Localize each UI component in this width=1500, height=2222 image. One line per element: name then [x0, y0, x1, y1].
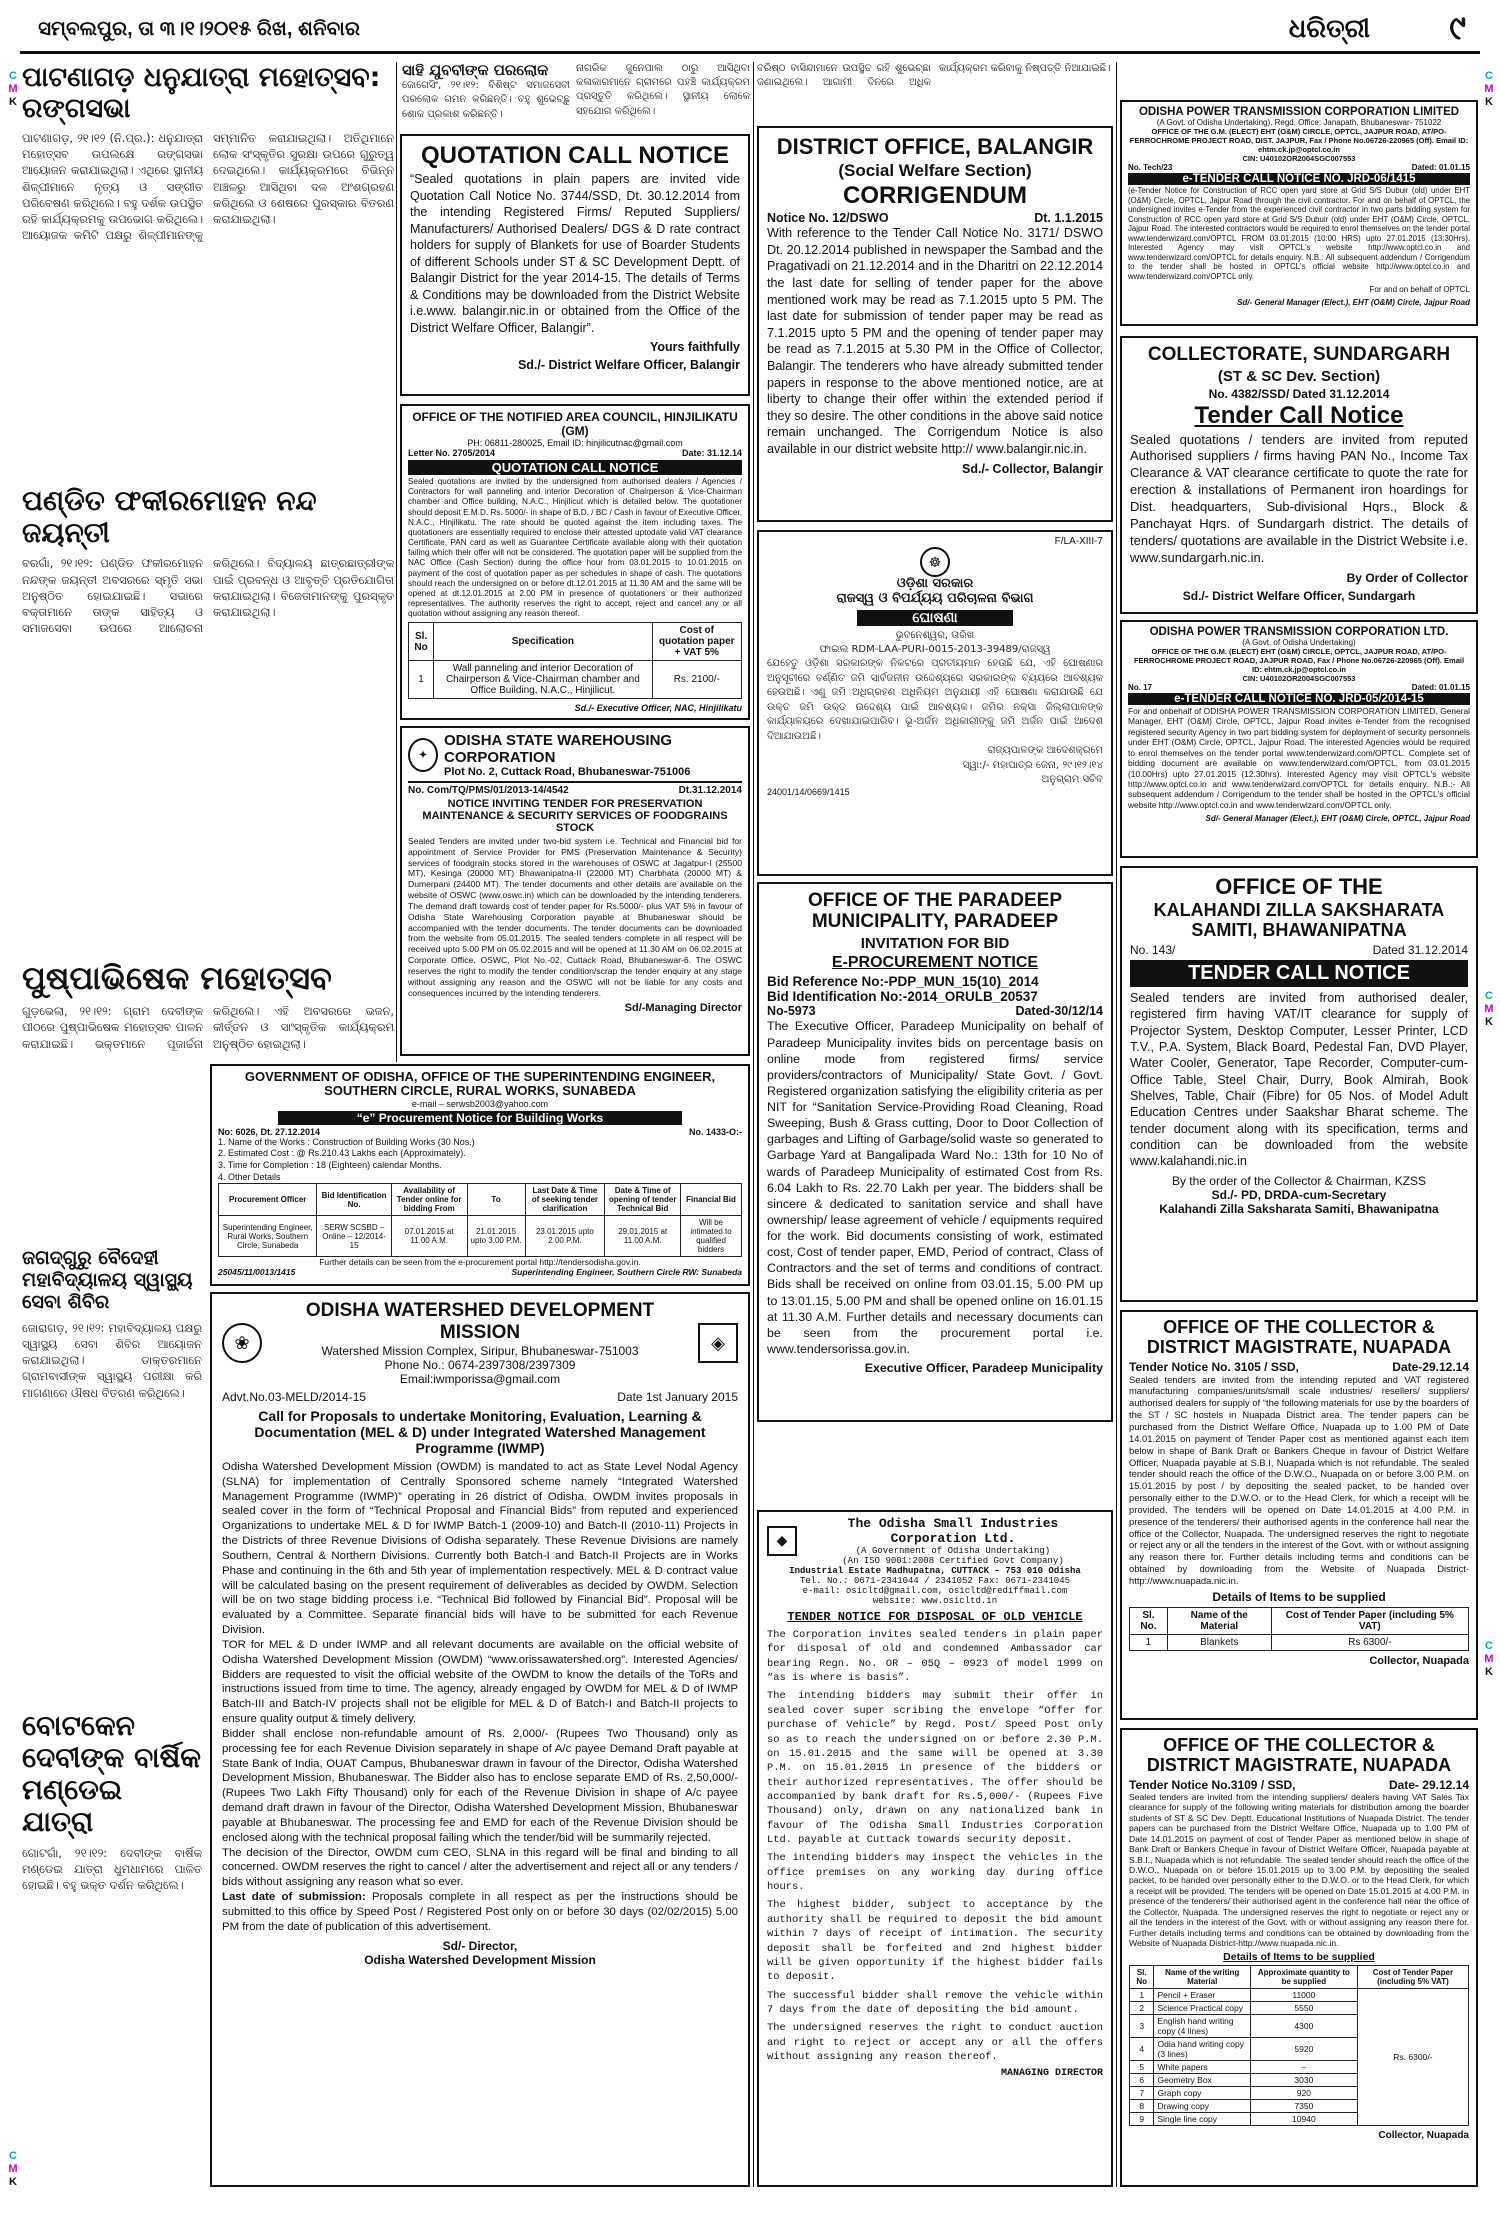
- item: 4. Other Details: [218, 1171, 281, 1182]
- ad-signature: Sd./- District Welfare Officer, Balangir: [517, 358, 740, 373]
- article-brief-2: ନାଗରିକ ଜୁନେପାଲ ଠାରୁ ଆସିଥିବା କଳାକାରମାନେ ଗ୍ରାମରେ ପହଞ୍ଚି କାର୍ଯ୍ୟକ୍ରମ ପ୍ରସ୍ତୁତି କରିଥିଲେ। ସ୍ଥାନୀୟ ଲୋକେ ସହଯୋଗ କରିଥିଲେ।: [576, 63, 750, 117]
- ad-owdm: [210, 1292, 750, 2187]
- ad-place: ଭୁବନେଶ୍ୱର, ତାରିଖ: [895, 629, 975, 641]
- cell: 11000: [1250, 1988, 1357, 2001]
- col: Sl. No.: [1130, 1607, 1168, 1634]
- oswc-logo-icon: ✦: [408, 738, 438, 772]
- ad-heading: Call for Proposals to undertake Monitoring, Evaluation, Learning & Documentation (MEL & D) under Integrated Watershed Management Programme (IWMP): [254, 1408, 706, 1456]
- ad-last-date: Proposals complete in all respect as per the instructions should be submitted to this office by Speed Post / Registered Post only on or before 30 days (02/02/2015) 5.00 PM from the date of publication of this advertisement.: [222, 1891, 738, 1933]
- ad-signature: Sd/- General Manager (Elect.), EHT (O&M) Circle, OPTCL, Jajpur Road: [1205, 814, 1470, 824]
- cell: Pencil + Eraser: [1154, 1988, 1250, 2001]
- ad-title: ODISHA POWER TRANSMISSION CORPORATION LTD.: [1149, 626, 1449, 638]
- headline-pushpabhishek: ପୁଷ୍ପାଭିଷେକ ମହୋତ୍ସବ: [22, 959, 332, 998]
- osic-logo-icon: ◆: [767, 1526, 797, 1556]
- col-spec: Specification: [434, 623, 652, 661]
- ad-date: Dated 31.12.2014: [1372, 942, 1468, 957]
- ad-ref: No. 1433-O:-: [688, 1126, 742, 1137]
- cell: 2: [1130, 2001, 1154, 2014]
- ad-address: Industrial Estate Madhupatna, CUTTACK – 753 010 Odisha: [789, 1566, 1081, 1576]
- iwmp-logo-icon: ◈: [698, 1323, 738, 1363]
- ad-bid-ident: Bid Identification No:-2014_ORULB_20537: [767, 989, 1038, 1005]
- cell: Wall panneling and interior Decoration of Chairperson & Vice-Chairman chamber and Office Building, N.A.C., Hinjilicut.: [434, 661, 652, 699]
- ad-para-3: Bidder shall enclose non-refundable amount of Rs. 2,000/- (Rupees Two Thousand) only as processing fee for each Revenue Division separately in shape of A/c payee Demand Draft payable at State Bank of India, OUAT Campus, Bhubaneswar drawn in favour of the Director, Odisha Watershed Development Mission, Bhubaneswar. The Bidder also has to enclose separate EMD of Rs. 2,50,000/- (Rupees Two Lakh Fifty Thousand) only for each of the Revenue Division in shape of A/c payee demand draft drawn in favour of the Director, Odisha Watershed Development Mission, Bhubaneswar payable at Bhubaneswar. The processing fee and EMD for each of the Revenue Division should be enclosed along with the technical proposal failing which the tender/bid will be summarily rejected.: [222, 1727, 738, 1844]
- cell: SERW SCSBD – Online – 12/2014-15: [317, 1216, 391, 1257]
- ad-last-date-label: Last date of submission:: [222, 1891, 366, 1904]
- ad-signature: Sd./- Executive Officer, NAC, Hinjilikatu: [574, 703, 742, 714]
- ad-rural-works: [210, 1064, 750, 1286]
- cell: English hand writing copy (4 lines): [1154, 2014, 1250, 2037]
- cell: 8: [1130, 2099, 1154, 2112]
- odia-brief-column-3: [757, 62, 1113, 124]
- ad-kalahandi-saksharata: [1120, 866, 1478, 1302]
- ad-body: ଯେହେତୁ ଓଡ଼ିଶା ସରକାରଙ୍କ ନିକଟରେ ପ୍ରତୀୟମାନ ହେଉଛି ଯେ, ଏହି ଘୋଷଣାର ଅନୁସୂଚୀରେ ବର୍ଣ୍ଣିତ ଜମି ସାର୍ବଜନୀନ ଉଦ୍ଦେଶ୍ୟରେ ସରକାରଙ୍କ ବ୍ୟୟରେ ଆବଶ୍ୟକ ହେଉଅଛି। ଏଣୁ ଜମି ଅଧିଗ୍ରହଣ ଅଧିନିୟମ ଅନୁଯାୟୀ ଏହି ଘୋଷଣା କରାଯାଉଛି ଯେ ଉକ୍ତ ଜମି ଉକ୍ତ ଉଦ୍ଦେଶ୍ୟ ପାଇଁ ଆବଶ୍ୟକ। ଜମିର ନକ୍ସା ଜିଲ୍ଲାପାଳଙ୍କ କାର୍ଯ୍ୟାଳୟରେ ଦେଖାଯାଇପାରିବ। ଭୂ-ଅର୍ଜନ ଅଧିକାରୀଙ୍କୁ ଜମି ଅର୍ଜନ ପାଇଁ ଆଦେଶ ଦିଆଯାଉଅଛି।: [767, 658, 1103, 742]
- ad-para-2: TOR for MEL & D under IWMP and all relevant documents are available on the official website of Odisha Watershed Development Mission (OWDM) “www.orissawatershed.org”. Interested Agencies/ Bidders are requested to visit the official website of the OWDM to know the details of the ToRs and instructions issued from time to time. The agency, already engaged by OWDM for MEL & D of IWMP Batch-III and Batch-IV projects shall not be eligible for MEL & D of Batch-I and Batch-II projects to ensure quality output & timely delivery.: [222, 1638, 738, 1726]
- cell: Odia hand writing copy (3 lines): [1154, 2037, 1250, 2060]
- ad-subtitle: (A Govt. of Odisha Undertaking): [1242, 638, 1356, 647]
- ad-body: Sealed quotations / tenders are invited from reputed Authorised suppliers / firms having PAN No., Income Tax Clearance & VAT clearance certificate to quote the rate for erection & installations of Permanent iron hoardings for Dist. headquarters, Sub-divisional Hqrs., Block & Panchayat Hqrs. of Sundargarh district. The details of tenders/ quotations are available in the District Website i.e. www.sundargarh.nic.in.: [1130, 431, 1468, 565]
- article-pushpabhishek: ଗୁଡ଼ଭେଲା, ୨୧।୧୨: ଗ୍ରାମ ଦେବୀଙ୍କ ପୀଠରେ ପୁଷ୍ପାଭିଷେକ ମହୋତ୍ସବ ପାଳନ କରାଯାଇଛି। ଭକ୍ତମାନେ ପୂଜାର୍ଚ୍ଚନା କରିଥିଲେ। ଏହି ଅବସରରେ ଭଜନ, କୀର୍ତ୍ତନ ଓ ସାଂସ୍କୃତିକ କାର୍ଯ୍ୟକ୍ରମ ଅନୁଷ୍ଠିତ ହୋଇଥିଲା।: [22, 1004, 394, 1051]
- ad-no: Tender Notice No.3109 / SSD,: [1129, 1777, 1296, 1792]
- cell: 1: [1130, 1634, 1168, 1650]
- ad-banner: e-TENDER CALL NOTICE NO. JRD-06/1415: [1128, 173, 1470, 185]
- ad-no: Tender Notice No. 3105 / SSD,: [1129, 1359, 1299, 1374]
- ad-signature: Executive Officer, Paradeep Municipality: [864, 1361, 1103, 1376]
- ad-govt: ଓଡ଼ିଶା ସରକାର: [896, 576, 974, 591]
- ad-no: No. Tech/23: [1128, 163, 1173, 172]
- ad-office: OFFICE OF THE G.M. (ELECT) EHT (O&M) CIRCLE, OPTCL, JAJPUR ROAD, AT/PO- FERROCHROME PROJECT ROAD, JAJPUR ROAD, Fax / Phone No.06726-220965 (Off). Email ID: ehtm.ck.jp@optcl.co.in: [1133, 647, 1465, 674]
- headline-fakirmohan: ପଣ୍ଡିତ ଫକୀରମୋହନ ନନ୍ଦ ଜୟନ୍ତୀ: [22, 484, 317, 550]
- ad-phone: Phone No.: 0674-2397308/2397309: [384, 1358, 576, 1372]
- ad-advt-no: Advt.No.03-MELD/2014-15: [222, 1390, 367, 1404]
- ad-subtitle: (A Govt. of Odisha Undertaking), Regd. Office: Janapath, Bhubaneswar- 751022: [1156, 118, 1442, 127]
- cell-cost: Rs. 6300/-: [1357, 1988, 1468, 2125]
- ad-email: Email:iwmporissa@gmail.com: [399, 1372, 561, 1386]
- ad-office: OFFICE OF THE G.M. (ELECT) EHT (O&M) CIRCLE, OPTCL, JAJPUR ROAD, AT/PO- FERROCHROME PROJECT ROAD, DIST. JAJPUR, Fax / Phone No.06726-220965 (Off). Email ID: ehtm.ck.jp@optcl.co.in: [1129, 127, 1469, 154]
- ad-no: No. Com/TQ/PMS/01/2013-14/4542: [408, 785, 569, 796]
- ad-no: No. 143/: [1130, 942, 1176, 957]
- ad-title: ODISHA STATE WAREHOUSING CORPORATION: [444, 732, 673, 766]
- headline-dhanuyatra: ପାଟଣାଗଡ଼ ଧନୁଯାତ୍ରା ମହୋତ୍ସବ: ରଙ୍ଗସଭା: [22, 62, 381, 125]
- ad-signature: Collector, Nuapada: [1378, 2129, 1469, 2141]
- item: 2. Estimated Cost : @ Rs.210.43 Lakhs each (Approximately).: [218, 1148, 466, 1159]
- owdm-logo-icon: ❀: [222, 1323, 262, 1363]
- ad-cin: CIN: U40102OR2004SGC007553: [1242, 154, 1356, 163]
- ad-title: OFFICE OF THE COLLECTOR & DISTRICT MAGISTRATE, NUAPADA: [1146, 1735, 1452, 1775]
- ad-banner: E-PROCUREMENT NOTICE: [831, 954, 1039, 972]
- ad-signature: Sd./- District Welfare Officer, Sundargarh: [1182, 588, 1416, 603]
- cell: 5920: [1250, 2037, 1357, 2060]
- ad-table: [1129, 1965, 1469, 2126]
- ad-email: e-mail: osicltd@gmail.com, osicltd@rediffmail.com: [802, 1586, 1068, 1596]
- ad-subtitle: (ST & SC Dev. Section): [1217, 367, 1381, 385]
- col: Name of the writing Material: [1154, 1965, 1250, 1988]
- ad-signature: Sd./- Collector, Balangir: [962, 461, 1103, 476]
- ad-subtitle: (Social Welfare Section): [838, 161, 1032, 181]
- ad-signature-2: Kalahandi Zilla Saksharata Samiti, Bhawanipatna: [1159, 1201, 1439, 1216]
- cell: 7350: [1250, 2099, 1357, 2112]
- cell: Blankets: [1167, 1634, 1271, 1650]
- page-header: [20, 8, 1480, 54]
- ad-body: “Sealed quotations in plain papers are invited vide Quotation Call Notice No. 3744/SSD, Dt. 30.12.2014 from the intending Registered Firms/ Reputed Suppliers/ Manufacturers/ Authorised Dealers/ DGS & D rate contract holders for supply of Blankets for use of Boarder Students of different Schools under ST & SC Development Deptt. of Balangir District for the year 2014-15. The details of Terms & Conditions may be downloaded from the District Website i.e.www. balangir.nic.in or obtained from the Office of the District Welfare Officer, Balangir”.: [410, 172, 740, 335]
- ad-nuapada-3109: [1120, 1728, 1478, 2187]
- ad-para-3: The intending bidders may inspect the vehicles in the office premises on any working day during office hours.: [767, 1852, 1103, 1894]
- cell: 9: [1130, 2112, 1154, 2125]
- ad-signature: Sd/-Managing Director: [624, 1002, 742, 1015]
- ad-no: No. 4382/SSD/ Dated 31.12.2014: [1208, 387, 1390, 402]
- cell: 920: [1250, 2086, 1357, 2099]
- ad-body: Sealed Tenders are invited under two-bid system i.e. Technical and Financial bid for appointment of Service Provider for PMS (Preservation Maintenance & Security) services of foodgrain stocks stored in the warehouses of OSWC at Jagatpur-I (25500 MT), Kesinga (20000 MT) Bhawanipatna-II (22000 MT) Charbhata (20000 MT) & Dumerpani (24400 MT). The tender documents and other details are available on the website of OSWC (www.oswc.in) which can be downloaded by the intending tenderers. The demand draft towards cost of tender paper for Rs.5000/- plus VAT 5% in favour of Odisha State Warehousing Corporation payable at Bhubaneswar should be accompanied with the tender documents. The tender documents can be downloaded from the website from 05.01.2015. The sealed tenders complete in all respect will be received upto 5.00 PM on 05.02.2015 and will be opened at 11.30 AM on 06.02.2015 at Corporate Office, OSWC, Plot No.-02, Cuttack Road, Bhubaneswar-6. The OSWC reserves the right to modify the tender condition/scrap the tender enquiry at any stage without assigning any reason and the OSWC will not be liable for any costs and consequences incurred by the intending tenderers.: [408, 836, 742, 998]
- cell: 3030: [1250, 2073, 1357, 2086]
- ad-file: ଫାଇଲ RDM-LAA-PURI-0015-2013-39489/ରାଜସ୍ୱ: [819, 644, 1051, 656]
- govt-emblem-icon: ☸: [920, 547, 950, 577]
- ad-para-4: The highest bidder, subject to acceptance by the authority shall be required to deposit the bid amount within 7 days of receipt of intimation. The security deposit shall be forfeited and 2nd highest bidder will be given opportunity if the highest bidder fails to deposit.: [767, 1899, 1103, 1984]
- ad-title-2: KALAHANDI ZILLA SAKSHARATA SAMITI, BHAWANIPATNA: [1153, 900, 1445, 940]
- article-mandei-yatra: ଗୋଟଗାଁ, ୨୧।୧୨: ଦେବୀଙ୍କ ବାର୍ଷିକ ମଣ୍ଡେଇ ଯାତ୍ରା ଧୁମଧାମରେ ପାଳିତ ହୋଇଛି। ବହୁ ଭକ୍ତ ଦର୍ଶନ କରିଥିଲେ।: [22, 1845, 202, 1892]
- cell: Rs 6300/-: [1271, 1634, 1468, 1650]
- ad-para-5: The successful bidder shall remove the vehicle within 7 days from the date of depositing the bid amount.: [767, 1989, 1103, 2016]
- col: Financial Bid: [681, 1184, 742, 1216]
- ad-banner: QUOTATION CALL NOTICE: [408, 460, 742, 475]
- ad-letter-no: Letter No. 2705/2014: [408, 448, 496, 458]
- ad-title: GOVERNMENT OF ODISHA, OFFICE OF THE SUPERINTENDING ENGINEER, SOUTHERN CIRCLE, RURAL WORKS, SUNABEDA: [244, 1069, 716, 1099]
- ad-signature-1: ରାଜ୍ୟପାଳଙ୍କ ଆଦେଶକ୍ରମେ: [987, 745, 1103, 757]
- ad-title: COLLECTORATE, SUNDARGARH: [1147, 344, 1451, 365]
- col: Procurement Officer: [219, 1184, 317, 1216]
- ad-optcl-jrd05: [1120, 620, 1478, 858]
- ad-signature: Superintending Engineer, Southern Circle RW: Sunabeda: [511, 1267, 742, 1278]
- ad-table-title: Details of Items to be supplied: [1212, 1589, 1386, 1604]
- issue-date: ସମ୍ବଲପୁର, ତା ୩।୧।୨୦୧୫ ରିଖ, ଶନିବାର: [38, 18, 361, 40]
- ad-contact: Tel. No.: 0671-2341044 / 2341052 Fax: 0671-2341045: [799, 1576, 1071, 1586]
- ad-body: Sealed tenders are invited from the intending suppliers/ dealers having VAT Sales Tax clearance for supply of the following writing materials for distribution among the boarder students of ST & SC Dev. Deptt. Educational Institutions of Nuapada District. The tender papers can be purchased from the District Welfare Office, Nuapada up to 1.00 PM of Date 14.01.2015 on payment of cost of Tender Paper as mentioned below in shape of Bank Draft or Bankers Cheque in favour of District Welfare Officer, Nuapada payable at S.B.I., Nuapada which is not refundable. The sealed tender should reach the office of the D.W.O., Nuapada on or before 15.01.2015 up to 3.00 P.M. by depositing the sealed packet, to be handed over personally either to the D.W.O. or to the Head Clerk, for which a receipt will be provided. The tenders will be opened on Date 15.01.2015 at 4.00 P.M. in presence of the tenderers/ their authorised agent in the conference hall near the office of the Collector, Nuapada. The undersigned reserves the right to negotiate or reject any or all the tenders in the interest of the Govt. with or without assigning any reason there for. Further details including terms and conditions can be obtained by downloading from the Website of Nuapada District-http://www.nuapada.nic.in.: [1129, 1791, 1469, 1949]
- ad-title-1: OFFICE OF THE: [1215, 874, 1383, 899]
- ad-note: Further details can be seen from the e-procurement portal http://tendersodisha.gov.in.: [319, 1257, 641, 1268]
- print-color-bar: [0, 2192, 1500, 2222]
- ad-no: No. 17: [1128, 683, 1153, 692]
- cell: Graph copy: [1154, 2086, 1250, 2099]
- ad-signature: MANAGING DIRECTOR: [1000, 2068, 1103, 2080]
- registration-mark-right-lower: C M K: [1484, 1640, 1494, 1678]
- ad-sub-1: (A Government of Odisha Undertaking): [855, 1546, 1051, 1556]
- registration-mark-left-bottom: C M K: [8, 2150, 18, 2188]
- ad-dept: ରାଜସ୍ୱ ଓ ବିପର୍ଯ୍ୟୟ ପରିଚାଳନା ବିଭାଗ: [836, 590, 1034, 606]
- ad-banner: Tender Call Notice: [1194, 402, 1404, 430]
- ad-banner: CORRIGENDUM: [843, 181, 1027, 209]
- ad-date: Date-29.12.14: [1392, 1359, 1469, 1374]
- ad-balangir-corrigendum: [757, 126, 1113, 522]
- ad-signature-1: Sd/- Director,: [442, 1938, 518, 1953]
- cell: 4: [1130, 2037, 1154, 2060]
- col: Name of the Material: [1167, 1607, 1271, 1634]
- cell: 6: [1130, 2073, 1154, 2086]
- ad-code: 25045/11/0013/1415: [218, 1267, 296, 1278]
- ad-title: ODISHA POWER TRANSMISSION CORPORATION LIMITED: [1138, 106, 1460, 118]
- ad-date: Dt. 1.1.2015: [1034, 211, 1103, 226]
- cell: Single line copy: [1154, 2112, 1250, 2125]
- ad-optcl-jrd06: [1120, 100, 1478, 326]
- cell: Science Practical copy: [1154, 2001, 1250, 2014]
- ad-sundargarh: [1120, 336, 1478, 614]
- col: Date & Time of opening of tender Technical Bid: [605, 1184, 681, 1216]
- ad-contact: PH: 06811-280025, Email ID: hinjilicutnac@gmail.com: [467, 438, 683, 448]
- col: Last Date & Time of seeking tender clarification: [525, 1184, 605, 1216]
- ad-signature-2: ସ୍ୱା:/- ମହାପାତ୍ର ଜେନା, ୨୯।୧୨।୧୪: [962, 759, 1103, 771]
- ad-code-2: 24001/14/0669/1415: [767, 786, 850, 797]
- ad-address: Plot No. 2, Cuttack Road, Bhubaneswar-751006: [444, 766, 691, 778]
- cell: 1: [409, 661, 434, 699]
- ad-banner: ଘୋଷଣା: [857, 610, 1013, 626]
- ad-para-2: The intending bidders may submit their offer in sealed cover super scribing the envelope “Offer for purchase of Vehicle” by Regd. Post/ Speed Post only so as to reach the undersigned on or before 2.30 P.M. on 15.01.2015 and the same will be opened at 3.30 P.M. on 15.01.2015 in presence of the bidders or their authorized representatives. The offer should be accompanied by bank draft for Rs.5,000/- (Rupees Five Thousand) only, drawn on any nationalized bank in favour of The Odisha Small Industries Corporation Ltd. payable at Cuttack towards security deposit.: [767, 1690, 1103, 1847]
- cell: 1: [1130, 1988, 1154, 2001]
- ad-signature: Sd/- General Manager (Elect.), EHT (O&M) Circle, Jajpur Road: [1237, 298, 1470, 307]
- headline-health-camp: ଜଗଦ୍ଗୁରୁ ବୈଦେହୀ ମହାବିଦ୍ୟାଳୟ ସ୍ୱାସ୍ଥ୍ୟ ସେବା ଶିବିର: [22, 1247, 193, 1313]
- ad-body: (e-Tender Notice for Construction of RCC open yard store at Grid S/S Dubuir (old) under EHT (O&M) Circle, OPTCL, Jajpur Road through the civil contractor. For and on behalf of OPTCL, the undersigned invites e-Tender from the experienced civil contractor in two parts bidding system for Construction of RCC open yard store at Grid S/S Dubuir (old) under EHT (O&M) Circle, OPTCL, Jajpur Road. The interested contractors would be required to enrol themselves on the tender portal www.tenderwizard.com/OPTCL FROM 03.01.2015 (10:00 HRS) upto 27.01.2015 (13:30Hrs). Interested Agency may visit OPTCL's website http://www.optcl.co.in and www.tenderwizard.com/OPTCL for details enquiry. N.B.: All subsequent addendum / Corrigendum to the tender shall be hosted in OPTCL's official website http://www.optcl.co.in and www.tenderwizard.com/OPTCL only.: [1128, 186, 1470, 281]
- article-obituary: ଜୋଗେସିଂ, ୨୧।୧୨: ବିଶିଷ୍ଟ ସମାଜସେବୀ ପରଲୋକ ଗମନ କରିଛନ୍ତି। ବହୁ ଶୁଭେଚ୍ଛୁ ଶୋକ ପ୍ରକାଶ କରିଛନ୍ତି।: [402, 80, 570, 120]
- ad-table-title: Details of Items to be supplied: [1223, 1950, 1375, 1963]
- col: Cost of Tender Paper (including 5% VAT): [1271, 1607, 1468, 1634]
- column-rule: [753, 62, 754, 2187]
- ad-title: The Odisha Small Industries Corporation Ltd.: [847, 1516, 1059, 1546]
- ad-para-1: The Corporation invites sealed tenders in plain paper for disposal of old and condemned Ambassador car bearing Regn. No. OR – 05Q – 0923 of model 1999 on “as is where is basis”.: [767, 1629, 1103, 1685]
- ad-signature-2: Odisha Watershed Development Mission: [364, 1952, 596, 1967]
- ad-date: Date: 31.12.14: [681, 448, 742, 458]
- column-rule: [1116, 62, 1117, 2187]
- cell: 23.01.2015 upto 2.00 P.M.: [525, 1216, 605, 1257]
- ad-title: OFFICE OF THE PARADEEP MUNICIPALITY, PARADEEP: [807, 890, 1063, 932]
- column-rule: [396, 62, 397, 1062]
- col: Cost of Tender Paper (including 5% VAT): [1357, 1965, 1468, 1988]
- cell: 5: [1130, 2060, 1154, 2073]
- cell: Geometry Box: [1154, 2073, 1250, 2086]
- page-number: ୯: [1449, 8, 1466, 48]
- ad-no: No: 6026, Dt. 27.12.2014: [218, 1126, 321, 1137]
- ad-para-1: Odisha Watershed Development Mission (OWDM) is mandated to act as State Level Nodal Agency (SLNA) for implementation of Centrally Sponsored scheme namely “Integrated Watershed Management Programme (IWMP)” operating in 26 district of Odisha. OWDM invites proposals in sealed cover in the form of “Technical Proposal and Financial Bids” from reputed and experienced Organizations to undertake MEL & D for IWMP Batch-1 (2009-10) and Batch-II (2010-11) Projects in the Districts of three Revenue Divisions of Odisha separately. These Revenue Divisions are namely Southern, Central & Northern Divisions. Currently both Batch-I and Batch-II Projects are in Works Phase and continuing in the 6th and 5th year of implementation respectively. MEL & D contract value will be calculated basing on the present requirement of deliverables as decided by OWDM. Selection will be on two stage bidding process i.e. “Technical Bid followed by Financial Bid”. Proposal will be evaluated by a Committee. Separate financial bids will have to be submitted for each Revenue Division.: [222, 1461, 738, 1637]
- col: Sl. No: [1130, 1965, 1154, 1988]
- ad-date: Date 1st January 2015: [617, 1390, 738, 1404]
- ad-odia-revenue-notice: [757, 530, 1113, 876]
- ad-quotation-balangir: [400, 134, 750, 396]
- item: 3. Time for Completion : 18 (Eighteen) calendar Months.: [218, 1159, 442, 1170]
- cell: 7: [1130, 2086, 1154, 2099]
- ad-code: F/LA-XIII-7: [1054, 536, 1103, 547]
- ad-paradeep-municipality: [757, 882, 1113, 1422]
- ad-no: No-5973: [767, 1004, 816, 1019]
- ad-body: Sealed quotations are invited by the undersigned from authorised dealers / Agencies / Contractors for wall panneling and interior Decoration of Chairperson & Vice-Chairman chamber and Office building, N.A.C., Hinjilicut which is detailed below. The quotationer should deposit E.M.D. Rs. 5000/- in shape of B.D. / BC / Cash in favour of Executive Officer, N.A.C., Hinjilikatu. The rate should be quoted against the item including taxes. The quotationers are essentially required to enclose their attested uptodate valid VAT clearance Certificate, PAN card as well as Guarantee Certificate available along with their quotation failing which their offer will not be considered. The quotation paper will be supplied from the NAC Office (Cash Section) during the office hour from 03.01.2015 to 10.01.2015 on payment of the cost of quotation paper as per schedules in shape of cash. The quotations should reach the undersigned on or before dt.12.01.2015 at 11.30 AM and the same will be opened at dt.12.01.2015 at 2.00 PM in presence of quotationers or their authorized representatives. The authority reserves the right to accept, reject and cancel any or all quotation without assigning any reason thereof.: [408, 477, 742, 619]
- cell: Drawing copy: [1154, 2099, 1250, 2112]
- ad-signature: Collector, Nuapada: [1369, 1654, 1469, 1667]
- col: Availability of Tender online for bidding From: [391, 1184, 467, 1216]
- cell: White papers: [1154, 2060, 1250, 2073]
- article-fakirmohan: ବରଗାଁ, ୨୧।୧୨: ପଣ୍ଡିତ ଫକୀରମୋହନ ନନ୍ଦଙ୍କ ଜୟନ୍ତୀ ଅବସରରେ ସ୍ମୃତି ସଭା ଅନୁଷ୍ଠିତ ହୋଇଯାଇଛି। ସଭାରେ ବକ୍ତାମାନେ ତାଙ୍କ ସାହିତ୍ୟ ଓ ସମାଜସେବା ଉପରେ ଆଲୋଚନା କରିଥିଲେ। ବିଦ୍ୟାଳୟ ଛାତ୍ରଛାତ୍ରୀଙ୍କ ପାଇଁ ପ୍ରବନ୍ଧ ଓ ଆବୃତ୍ତି ପ୍ରତିଯୋଗିତା କରାଯାଇଥିଲା। ବିଜେତାମାନଙ୍କୁ ପୁରସ୍କୃତ କରାଯାଇଥିଲା।: [22, 556, 394, 636]
- cell: 3: [1130, 2014, 1154, 2037]
- newspaper-title: ଧରିତ୍ରୀ: [1288, 14, 1370, 44]
- cell: 4300: [1250, 2014, 1357, 2037]
- col: Approximate quantity to be supplied: [1250, 1965, 1357, 1988]
- ad-table: [218, 1183, 742, 1257]
- cell: 07.01.2015 at 11.00 A.M.: [391, 1216, 467, 1257]
- col-sl: Sl. No: [409, 623, 434, 661]
- odia-brief-column: [402, 62, 570, 132]
- ad-body: The Executive Officer, Paradeep Municipality on behalf of Paradeep Municipality invites bids on percentage basis on online mode from registered firms/ service providers/contractors of Municipality/ State Govt. / Govt. Registered organization satisfying the eligibility criteria as per NIT for “Sanitation Service-Providing Road Cleaning, Road Sweeping, Bush & Grass cutting, Door to Door Collection of garbages and Lifting of Garbage/solid waste so generated to Garbage Yard at Bangalipada Ward No.: 13th for 10 No of wards of Paradeep Municipality of estimated Cost from Rs. 6.04 Lakh to Rs. 22.70 Lakh per year. The bidders shall be sincere & dedicated to sanitation service and shall have ownership/ lease agreement of vehicle / equipments required for the work. Bid documents consisting of work, estimated cost, Cost of tender paper, EMD, Period of contract, Class of Contractors and the set of terms and conditions of contract. Bids shall be received on online from 03.01.15, 5.00 PM up to 13.01.15, 5.00 PM and shall be opened online on 16.01.15 at 11.30 A.M. Further details and necessary documents can be seen from the procurement portal i.e. www.tendersorissa.gov.in.: [767, 1019, 1103, 1356]
- ad-items: [218, 1137, 742, 1184]
- ad-body: With reference to the Tender Call Notice No. 3171/ DSWO Dt. 20.12.2014 published in newspaper the Sambad and the Pragativadi on 21.12.2014 and in the Dharitri on 22.12.2014 the last date for selling of tender paper for the above mentioned work may be read as 7.1.2015 upto 5 PM. The last date for submission of tender paper may be read as 7.1.2015 upto 5 PM and the opening of tender paper may be read as 7.1.2015 at 5.30 PM in the Office of Collector, Balangir. The tenderers who have already submitted tender papers in response to the above mentioned notice, are at liberty to change their offer within the extended period if they so desire. The other conditions in the above said notice remain unchanged. The Corrigendum Notice is also available in our district website http:// www.balangir.nic.in.: [767, 226, 1103, 457]
- ad-nuapada-3105: [1120, 1310, 1478, 1720]
- ad-email: e-mail – serwsb2003@yahoo.com: [411, 1098, 549, 1109]
- ad-date: Date- 29.12.14: [1388, 1777, 1469, 1792]
- ad-banner: TENDER CALL NOTICE: [1130, 960, 1468, 987]
- cell: Rs. 2100/-: [652, 661, 741, 699]
- ad-sub-2: (An ISO 9001:2008 Certified Govt Company): [842, 1556, 1064, 1566]
- ad-date: Dated: 01.01.15: [1411, 683, 1470, 692]
- col: Bid Identification No.: [317, 1184, 391, 1216]
- ad-cin: CIN: U40102OR2004SGC007553: [1242, 674, 1356, 683]
- ad-address: Watershed Mission Complex, Siripur, Bhubaneswar-751003: [321, 1344, 639, 1358]
- ad-para-4: The decision of the Director, OWDM cum CEO, SLNA in this regard will be final and binding to all concerned. OWDM reserves the right to cancel / alter the advertisement and reject all or any tenders / bids without assigning any reason what so ever.: [222, 1846, 738, 1889]
- ad-order: By Order of Collector: [1346, 570, 1468, 585]
- ad-body: Sealed tenders are invited from authorised dealer, registered firm having VAT/IT clearance for supply of Projector System, Desktop Computer, Lesser Printer, LCD T.V., P.A. System, Black Board, Pedestal Fan, DVD Player, Water Cooler, Generator, Tape Recorder, Computer-cum-Office Table, Steel Chair, Durry, Book Almirah, Book Shelves, Table, Chair (Fibre) for 05 Nos. of Model Adult Education Centres under Saakshar Bharat scheme. The tender document along with its specification, terms and condition can be downloaded from the website www.kalahandi.nic.in: [1130, 990, 1468, 1169]
- ad-subtitle: INVITATION FOR BID: [860, 934, 1010, 952]
- ad-title: OFFICE OF THE COLLECTOR & DISTRICT MAGISTRATE, NUAPADA: [1146, 1317, 1452, 1357]
- ad-subtitle: NOTICE INVITING TENDER FOR PRESERVATION MAINTENANCE & SECURITY SERVICES OF FOODGRAINS STOCK: [422, 798, 728, 834]
- ad-body: Sealed tenders are invited from the intending reputed and VAT registered manufacturing companies/units/small scale industries/ resellers/ suppliers/ authorised dealers for supply of “the following materials for use by the boarders of the ST / SC hostels in Nuapada District area. The tender papers can be purchased from the District Welfare Office, Nuapada up to 1.00 PM of Date 14.01.2015 on payment of Tender Paper cost as mentioned against each item below in shape of Bank Draft or Bankers Cheque in favour of District Welfare Officer, Nuapada payable at S.B.I, Nuapada which is not refundable. The sealed tender should reach the office of the D.W.O., Nuapada on or before 3.00 P.M. on 15.01.2015 by post / by depositing the sealed packet, to be handed over personally either to the D.W.O. or to the Head Clerk, for which a receipt will be provided. The tenders will be opened on Date 14.01.2015 at 4.00 P.M. in presence of the tenderers/ their authorised agents in the conference hall near the office of the Collector, Nuapada. The undersigned reserves the right to negotiate or reject any or all the tenders in the interest of the Govt. with or without assigning any reason there for. Further details including terms and conditions can be obtained by downloading from the Website of Nuapada District-http://www.nuapada.nic.in.: [1129, 1373, 1469, 1586]
- ad-title: QUOTATION CALL NOTICE: [421, 142, 729, 169]
- ad-table: [408, 622, 742, 699]
- ad-website: website: www.osicltd.in: [872, 1596, 998, 1606]
- ad-oswc: [400, 726, 750, 1056]
- ad-title: ODISHA WATERSHED DEVELOPMENT MISSION: [305, 1300, 655, 1343]
- headline-obituary: ସାହି ଯୁବବୀଙ୍କ ପରଲୋକ: [402, 62, 549, 79]
- ad-osic-vehicle-disposal: [757, 1510, 1113, 2187]
- ad-banner: TENDER NOTICE FOR DISPOSAL OF OLD VEHICLE: [787, 1610, 1083, 1624]
- ad-banner: “e” Procurement Notice for Building Works: [278, 1111, 682, 1125]
- article-health-camp: ଜୋରାଗଡ଼, ୨୧।୧୨: ମହାବିଦ୍ୟାଳୟ ପକ୍ଷରୁ ସ୍ୱାସ୍ଥ୍ୟ ସେବା ଶିବିର ଆୟୋଜନ କରାଯାଇଥିଲା। ଡାକ୍ତରମାନେ ଗ୍ରାମବାସୀଙ୍କ ସ୍ୱାସ୍ଥ୍ୟ ପରୀକ୍ଷା କରି ମାଗଣାରେ ଔଷଧ ବିତରଣ କରିଥିଲେ।: [22, 1320, 202, 1400]
- ad-body: For and onbehalf of ODISHA POWER TRANSMISSION CORPORATION LIMITED, General Manager, EHT (O&M) Circle, OPTCL, Jajpur Road invites e-Tender from the recognised registered security Agency in two part bidding system for deployment of security personnels under EHT (O&M) Circle, OPTCL, Jajpur Road. The interested Agencies would be required to enrol themselves on the tender portal www.tenderwizard.com/OPTCL. Complete set of bidding document are available on www.tenderwizard.com/OPTCL, from 03.01.2015 (10.00Hrs) upto 27.01.2015 (12.30hrs). Interested Agency may visit OPTCL's website http://www.optcl.co.in and www.tenderwizard.com/OPTCL for details enquiry. N.B.:- All subsequent addendum / Corrigendum to the tender shall be hosted in the OPTCL's official website http://www.optcl.co.in and www.tenderwizard.com/OPTCL only.: [1128, 706, 1470, 810]
- ad-date: Dated: 01.01.15: [1411, 163, 1470, 172]
- cell: 10940: [1250, 2112, 1357, 2125]
- ad-no: Notice No. 12/DSWO: [767, 211, 889, 226]
- table-row: [1130, 1988, 1469, 2001]
- ad-signature-1: Sd./- PD, DRDA-cum-Secretary: [1211, 1187, 1387, 1202]
- cell: Will be intimated to qualified bidders: [681, 1216, 742, 1257]
- article-brief-3: ବରିଷ୍ଠ ବାସିନ୍ଦାମାନେ ଉପସ୍ଥିତ ରହି ଶୁଭେଚ୍ଛା ଜଣାଇଥିଲେ। ଆଗାମୀ ଦିନରେ ଅଧିକ କାର୍ଯ୍ୟକ୍ରମ କରିବାକୁ ନିଷ୍ପତ୍ତି ନିଆଯାଇଛି।: [757, 63, 1111, 89]
- ad-hinjilikatu-nac: [400, 404, 750, 720]
- ad-table: [1129, 1607, 1469, 1651]
- item: 1. Name of the Works : Construction of Building Works (30 Nos.): [218, 1136, 475, 1147]
- cell: 21.01.2015 upto 3.00 P.M.: [467, 1216, 525, 1257]
- ad-order: By the order of the Collector & Chairman, KZSS: [1171, 1173, 1427, 1188]
- cell: –: [1250, 2060, 1357, 2073]
- ad-para-6: The undersigned reserves the right to conduct auction and right to reject or accept any or all the offers without assigning any reason thereof.: [767, 2022, 1103, 2064]
- headline-mandei-yatra: ବୋଟକେନ ଦେବୀଙ୍କ ବାର୍ଷିକ ମଣ୍ଡେଇ ଯାତ୍ରା: [22, 1708, 201, 1839]
- odia-brief-column-2: [576, 62, 750, 132]
- ad-date: Dated-30/12/14: [1015, 1004, 1103, 1019]
- article-dhanuyatra: ପାଟଣାଗଡ଼, ୨୧।୧୨ (ନି.ପ୍ର.): ଧନୁଯାତ୍ରା ମହୋତ୍ସବ ଉପଲକ୍ଷେ ରଙ୍ଗସଭା ଆୟୋଜନ କରାଯାଇଥିଲା। ଏଥିରେ ସ୍ଥାନୀୟ ଶିଳ୍ପୀମାନେ ନୃତ୍ୟ ଓ ସଙ୍ଗୀତ ପରିବେଷଣ କରିଥିଲେ। ବହୁ ଦର୍ଶକ ଉପସ୍ଥିତ ରହି କାର୍ଯ୍ୟକ୍ରମକୁ ଉପଭୋଗ କରିଥିଲେ। ଆୟୋଜକ କମିଟି ପକ୍ଷରୁ ଶିଳ୍ପୀମାନଙ୍କୁ ସମ୍ମାନିତ କରାଯାଇଥିଲା। ଅତିଥିମାନେ ଲୋକ ସଂସ୍କୃତିର ସୁରକ୍ଷା ଉପରେ ଗୁରୁତ୍ୱ ଦେଇଥିଲେ। କାର୍ଯ୍ୟକ୍ରମରେ ବିଭିନ୍ନ ଅଞ୍ଚଳରୁ ଆସିଥିବା ଦଳ ଅଂଶଗ୍ରହଣ କରିଥିଲେ ଓ ଶେଷରେ ପୁରସ୍କାର ବିତରଣ କରାଯାଇଥିଲା।: [22, 131, 394, 243]
- registration-mark-right-middle: C M K: [1484, 990, 1494, 1028]
- ad-banner: e-TENDER CALL NOTICE NO. JRD-05/2014-15: [1128, 693, 1470, 705]
- ad-title: OFFICE OF THE NOTIFIED AREA COUNCIL, HINJILIKATU (GM): [412, 410, 738, 438]
- ad-for: For and on behalf of OPTCL: [1369, 285, 1470, 294]
- col-cost: Cost of quotation paper + VAT 5%: [652, 623, 741, 661]
- ad-signature-3: ଅନୁଗ୍ରାମ ସଚିବ: [1041, 773, 1103, 785]
- ad-close: Yours faithfully: [649, 340, 740, 355]
- ad-title: DISTRICT OFFICE, BALANGIR: [776, 134, 1094, 159]
- registration-mark-right-top: C M K: [1484, 70, 1494, 108]
- cell: Superintending Engineer, Rural Works, Southern Circle, Sunabeda: [219, 1216, 317, 1257]
- cell: 5550: [1250, 2001, 1357, 2014]
- col: To: [467, 1184, 525, 1216]
- ad-date: Dt.31.12.2014: [678, 785, 742, 796]
- registration-mark-left-top: C M K: [8, 70, 18, 108]
- cell: 29.01.2015 at 11.00 A.M.: [605, 1216, 681, 1257]
- ad-bid-ref: Bid Reference No:-PDP_MUN_15(10)_2014: [767, 974, 1039, 990]
